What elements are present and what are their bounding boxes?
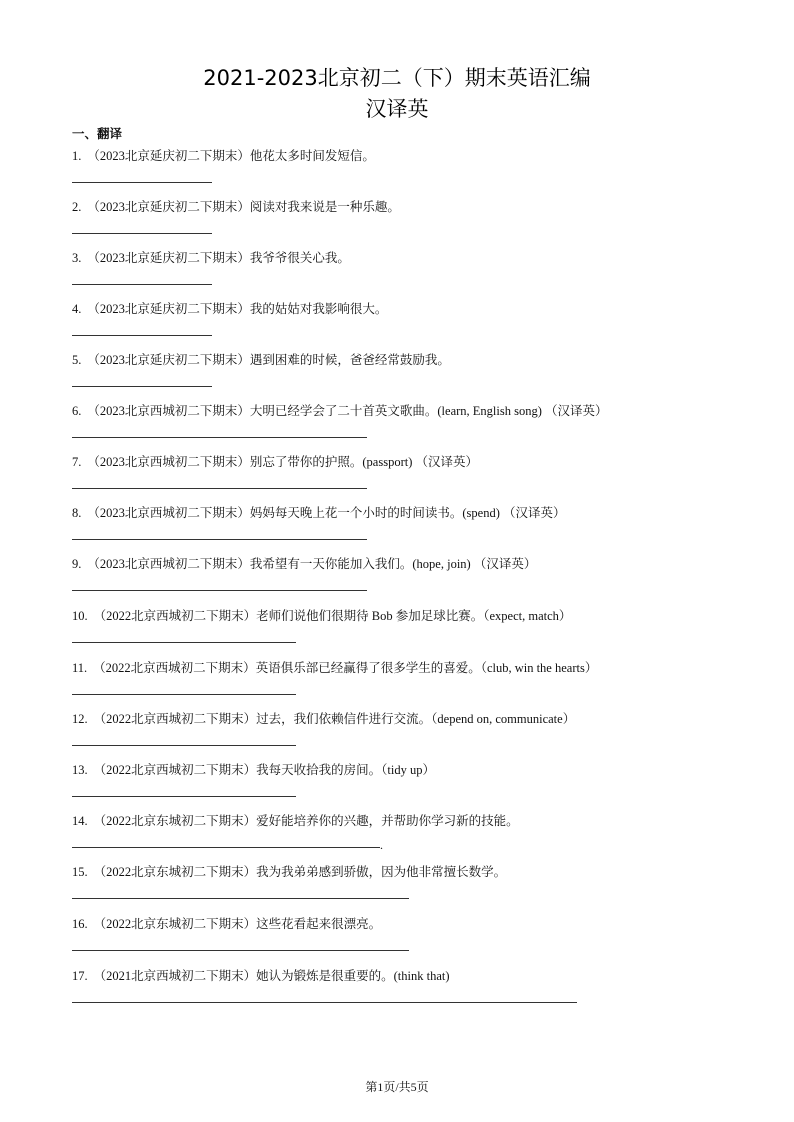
page-footer: 第1页/共5页 xyxy=(365,1080,429,1094)
question-src: （2023北京延庆初二下期末） xyxy=(87,149,250,163)
question-item xyxy=(72,554,536,572)
question-text: 这些花看起来很漂亮。 xyxy=(256,917,382,931)
question-src: （2023北京西城初二下期末） xyxy=(87,557,250,571)
question-src: （2022北京东城初二下期末） xyxy=(93,865,257,879)
question-num: 5. xyxy=(72,353,82,367)
question-text: 英语俱乐部已经赢得了很多学生的喜爱。（club, win the hearts） xyxy=(255,661,598,675)
answer-line[interactable] xyxy=(72,847,380,848)
answer-line[interactable] xyxy=(72,386,212,387)
question-text: 他花太多时间发短信。 xyxy=(249,149,375,163)
answer-line[interactable] xyxy=(72,233,212,234)
question-src: （2023北京西城初二下期末） xyxy=(87,506,250,520)
section-heading: 一、翻译 xyxy=(72,126,123,141)
question-num: 9. xyxy=(72,557,82,571)
answer-line[interactable] xyxy=(72,335,212,336)
question-text: 她认为锻炼是很重要的。(think that) xyxy=(256,969,450,983)
question-src: （2022北京东城初二下期末） xyxy=(93,814,257,828)
question-num: 17. xyxy=(72,969,88,983)
answer-line[interactable] xyxy=(72,694,296,695)
answer-line[interactable] xyxy=(72,642,296,643)
question-num: 3. xyxy=(72,251,82,265)
question-item xyxy=(72,248,350,266)
question-src: （2023北京延庆初二下期末） xyxy=(87,251,250,265)
question-src: （2023北京延庆初二下期末） xyxy=(87,302,250,316)
question-text: 我爷爷很关心我。 xyxy=(249,251,350,265)
question-item xyxy=(72,966,450,984)
answer-line[interactable] xyxy=(72,796,296,797)
document-subtitle: 汉译英 xyxy=(365,97,429,121)
question-src: （2022北京东城初二下期末） xyxy=(93,917,257,931)
answer-line[interactable] xyxy=(72,745,296,746)
question-item xyxy=(72,452,478,470)
question-text: 阅读对我来说是一种乐趣。 xyxy=(249,200,400,214)
question-num: 16. xyxy=(72,917,88,931)
question-src: （2023北京延庆初二下期末） xyxy=(87,200,250,214)
question-text: 老师们说他们很期待 Bob 参加足球比赛。（expect, match） xyxy=(256,609,572,623)
answer-line[interactable] xyxy=(72,182,212,183)
question-text: 遇到困难的时候，爸爸经常鼓励我。 xyxy=(249,353,450,367)
question-item xyxy=(72,658,597,676)
question-item xyxy=(72,862,506,880)
question-text: 我每天收拾我的房间。（tidy up） xyxy=(256,763,435,777)
question-src: （2022北京西城初二下期末） xyxy=(93,661,256,675)
question-num: 13. xyxy=(72,763,88,777)
answer-line[interactable] xyxy=(72,539,367,540)
question-item xyxy=(72,811,519,829)
question-src: （2023北京西城初二下期末） xyxy=(87,404,250,418)
answer-line[interactable] xyxy=(72,1002,577,1003)
answer-line[interactable] xyxy=(72,898,409,899)
question-num: 11. xyxy=(72,661,88,675)
question-item xyxy=(72,197,400,215)
question-text: 别忘了带你的护照。(passport) （汉译英） xyxy=(249,455,479,469)
question-num: 4. xyxy=(72,302,82,316)
answer-line[interactable] xyxy=(72,284,212,285)
question-text: 妈妈每天晚上花一个小时的时间读书。(spend) （汉译英） xyxy=(249,506,566,520)
question-text: 我希望有一天你能加入我们。(hope, join) （汉译英） xyxy=(249,557,537,571)
answer-period: . xyxy=(380,838,383,852)
question-text: 过去，我们依赖信件进行交流。（depend on, communicate） xyxy=(256,712,576,726)
question-src: （2022北京西城初二下期末） xyxy=(93,763,257,777)
question-text: 大明已经学会了二十首英文歌曲。(learn, English song) （汉译英） xyxy=(249,404,608,418)
question-src: （2023北京延庆初二下期末） xyxy=(87,353,250,367)
question-text: 爱好能培养你的兴趣，并帮助你学习新的技能。 xyxy=(256,814,519,828)
question-src: （2021北京西城初二下期末） xyxy=(93,969,257,983)
question-num: 8. xyxy=(72,506,82,520)
question-item xyxy=(72,914,381,932)
answer-line[interactable] xyxy=(72,488,367,489)
question-num: 2. xyxy=(72,200,82,214)
document-title: 2021-2023北京初二（下）期末英语汇编 xyxy=(203,66,591,90)
question-src: （2022北京西城初二下期末） xyxy=(93,712,257,726)
question-num: 7. xyxy=(72,455,82,469)
question-num: 1. xyxy=(72,149,82,163)
question-item xyxy=(72,760,435,778)
question-item xyxy=(72,299,387,317)
question-text: 我的姑姑对我影响很大。 xyxy=(249,302,388,316)
question-item xyxy=(72,401,608,419)
question-num: 12. xyxy=(72,712,88,726)
question-item xyxy=(72,146,375,164)
question-item xyxy=(72,503,566,521)
question-src: （2023北京西城初二下期末） xyxy=(87,455,250,469)
question-src: （2022北京西城初二下期末） xyxy=(93,609,257,623)
question-num: 6. xyxy=(72,404,82,418)
question-num: 14. xyxy=(72,814,88,828)
answer-line[interactable] xyxy=(72,437,367,438)
question-num: 10. xyxy=(72,609,88,623)
question-item xyxy=(72,350,450,368)
question-item xyxy=(72,606,571,624)
question-num: 15. xyxy=(72,865,88,879)
question-text: 我为我弟弟感到骄傲，因为他非常擅长数学。 xyxy=(256,865,507,879)
answer-line[interactable] xyxy=(72,950,409,951)
answer-line[interactable] xyxy=(72,590,367,591)
question-item xyxy=(72,709,575,727)
